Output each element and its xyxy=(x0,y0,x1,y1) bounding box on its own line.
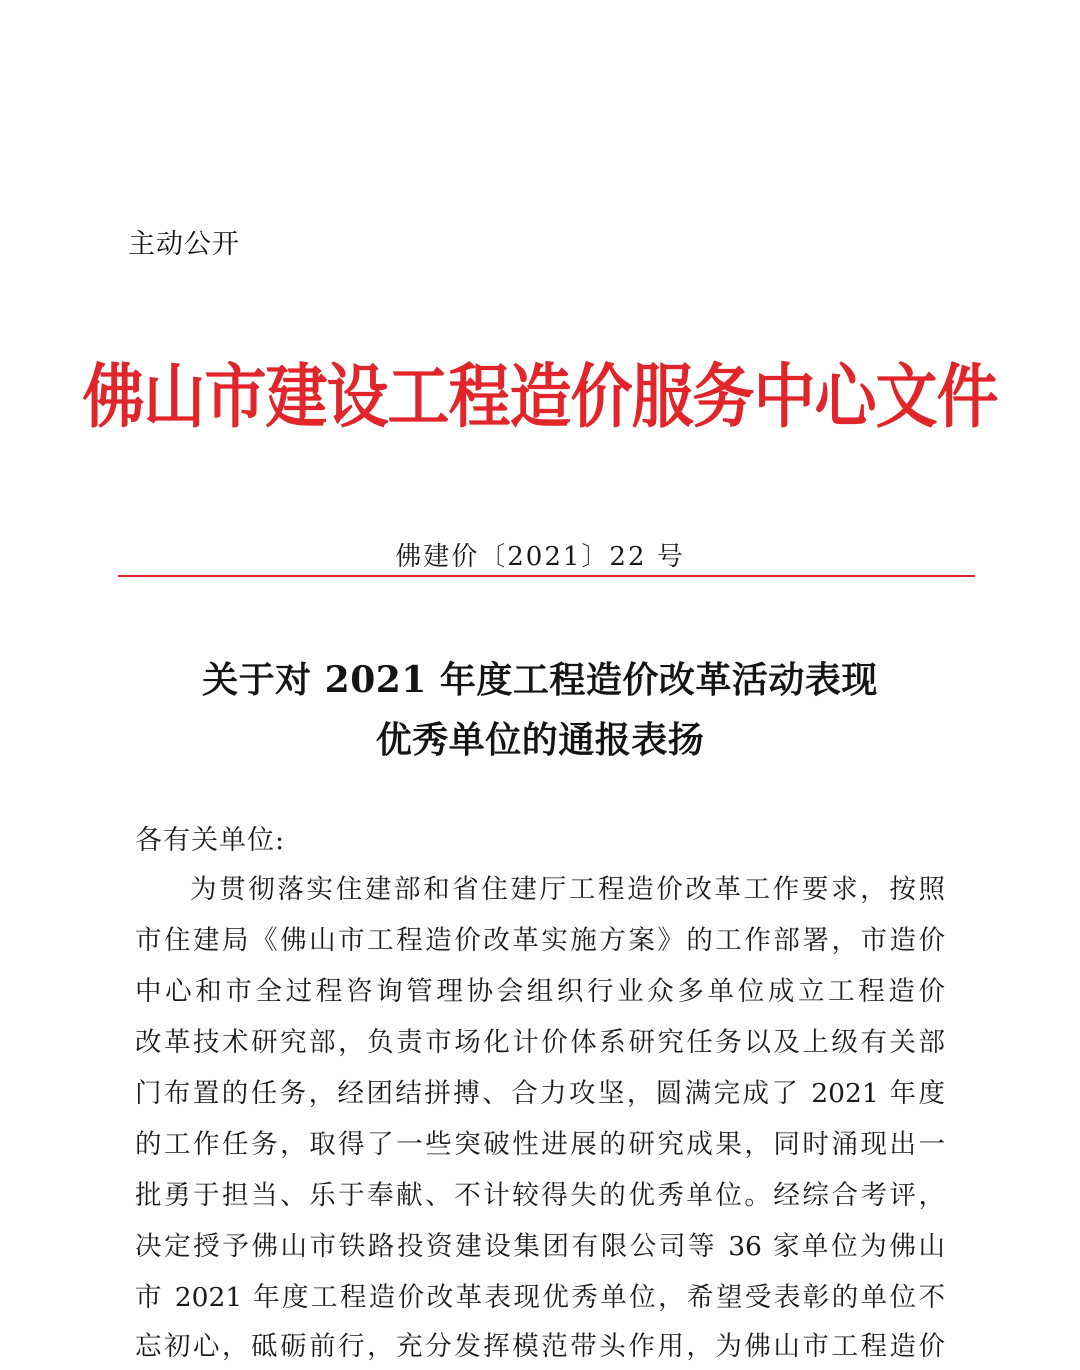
disclosure-label: 主动公开 xyxy=(128,229,240,260)
document-title-line-1: 关于对 2021 年度工程造价改革活动表现 xyxy=(202,659,878,701)
body-line: 忘初心，砥砺前行，充分发挥模范带头作用，为佛山市工程造价 xyxy=(135,1331,945,1362)
body-line: 中心和市全过程咨询管理协会组织行业众多单位成立工程造价 xyxy=(135,976,945,1007)
body-line: 决定授予佛山市铁路投资建设集团有限公司等 36 家单位为佛山 xyxy=(135,1231,945,1262)
body-line: 市 2021 年度工程造价改革表现优秀单位，希望受表彰的单位不 xyxy=(135,1282,945,1313)
salutation: 各有关单位: xyxy=(135,825,286,856)
body-line: 的工作任务，取得了一些突破性进展的研究成果，同时涌现出一 xyxy=(135,1129,945,1160)
body-line: 市住建局《佛山市工程造价改革实施方案》的工作部署，市造价 xyxy=(135,925,945,956)
body-line: 为贯彻落实住建部和省住建厅工程造价改革工作要求，按照 xyxy=(190,874,945,905)
body-line: 改革技术研究部，负责市场化计价体系研究任务以及上级有关部 xyxy=(135,1027,945,1058)
document-title-line-2: 优秀单位的通报表扬 xyxy=(375,719,705,761)
body-line: 门布置的任务，经团结拼搏、合力攻坚，圆满完成了 2021 年度 xyxy=(135,1078,945,1109)
document-number: 佛建价〔2021〕22 号 xyxy=(395,542,685,572)
red-divider-line xyxy=(118,575,975,577)
body-line: 批勇于担当、乐于奉献、不计较得失的优秀单位。经综合考评， xyxy=(135,1180,945,1211)
document-masthead: 佛山市建设工程造价服务中心文件 xyxy=(82,355,998,438)
